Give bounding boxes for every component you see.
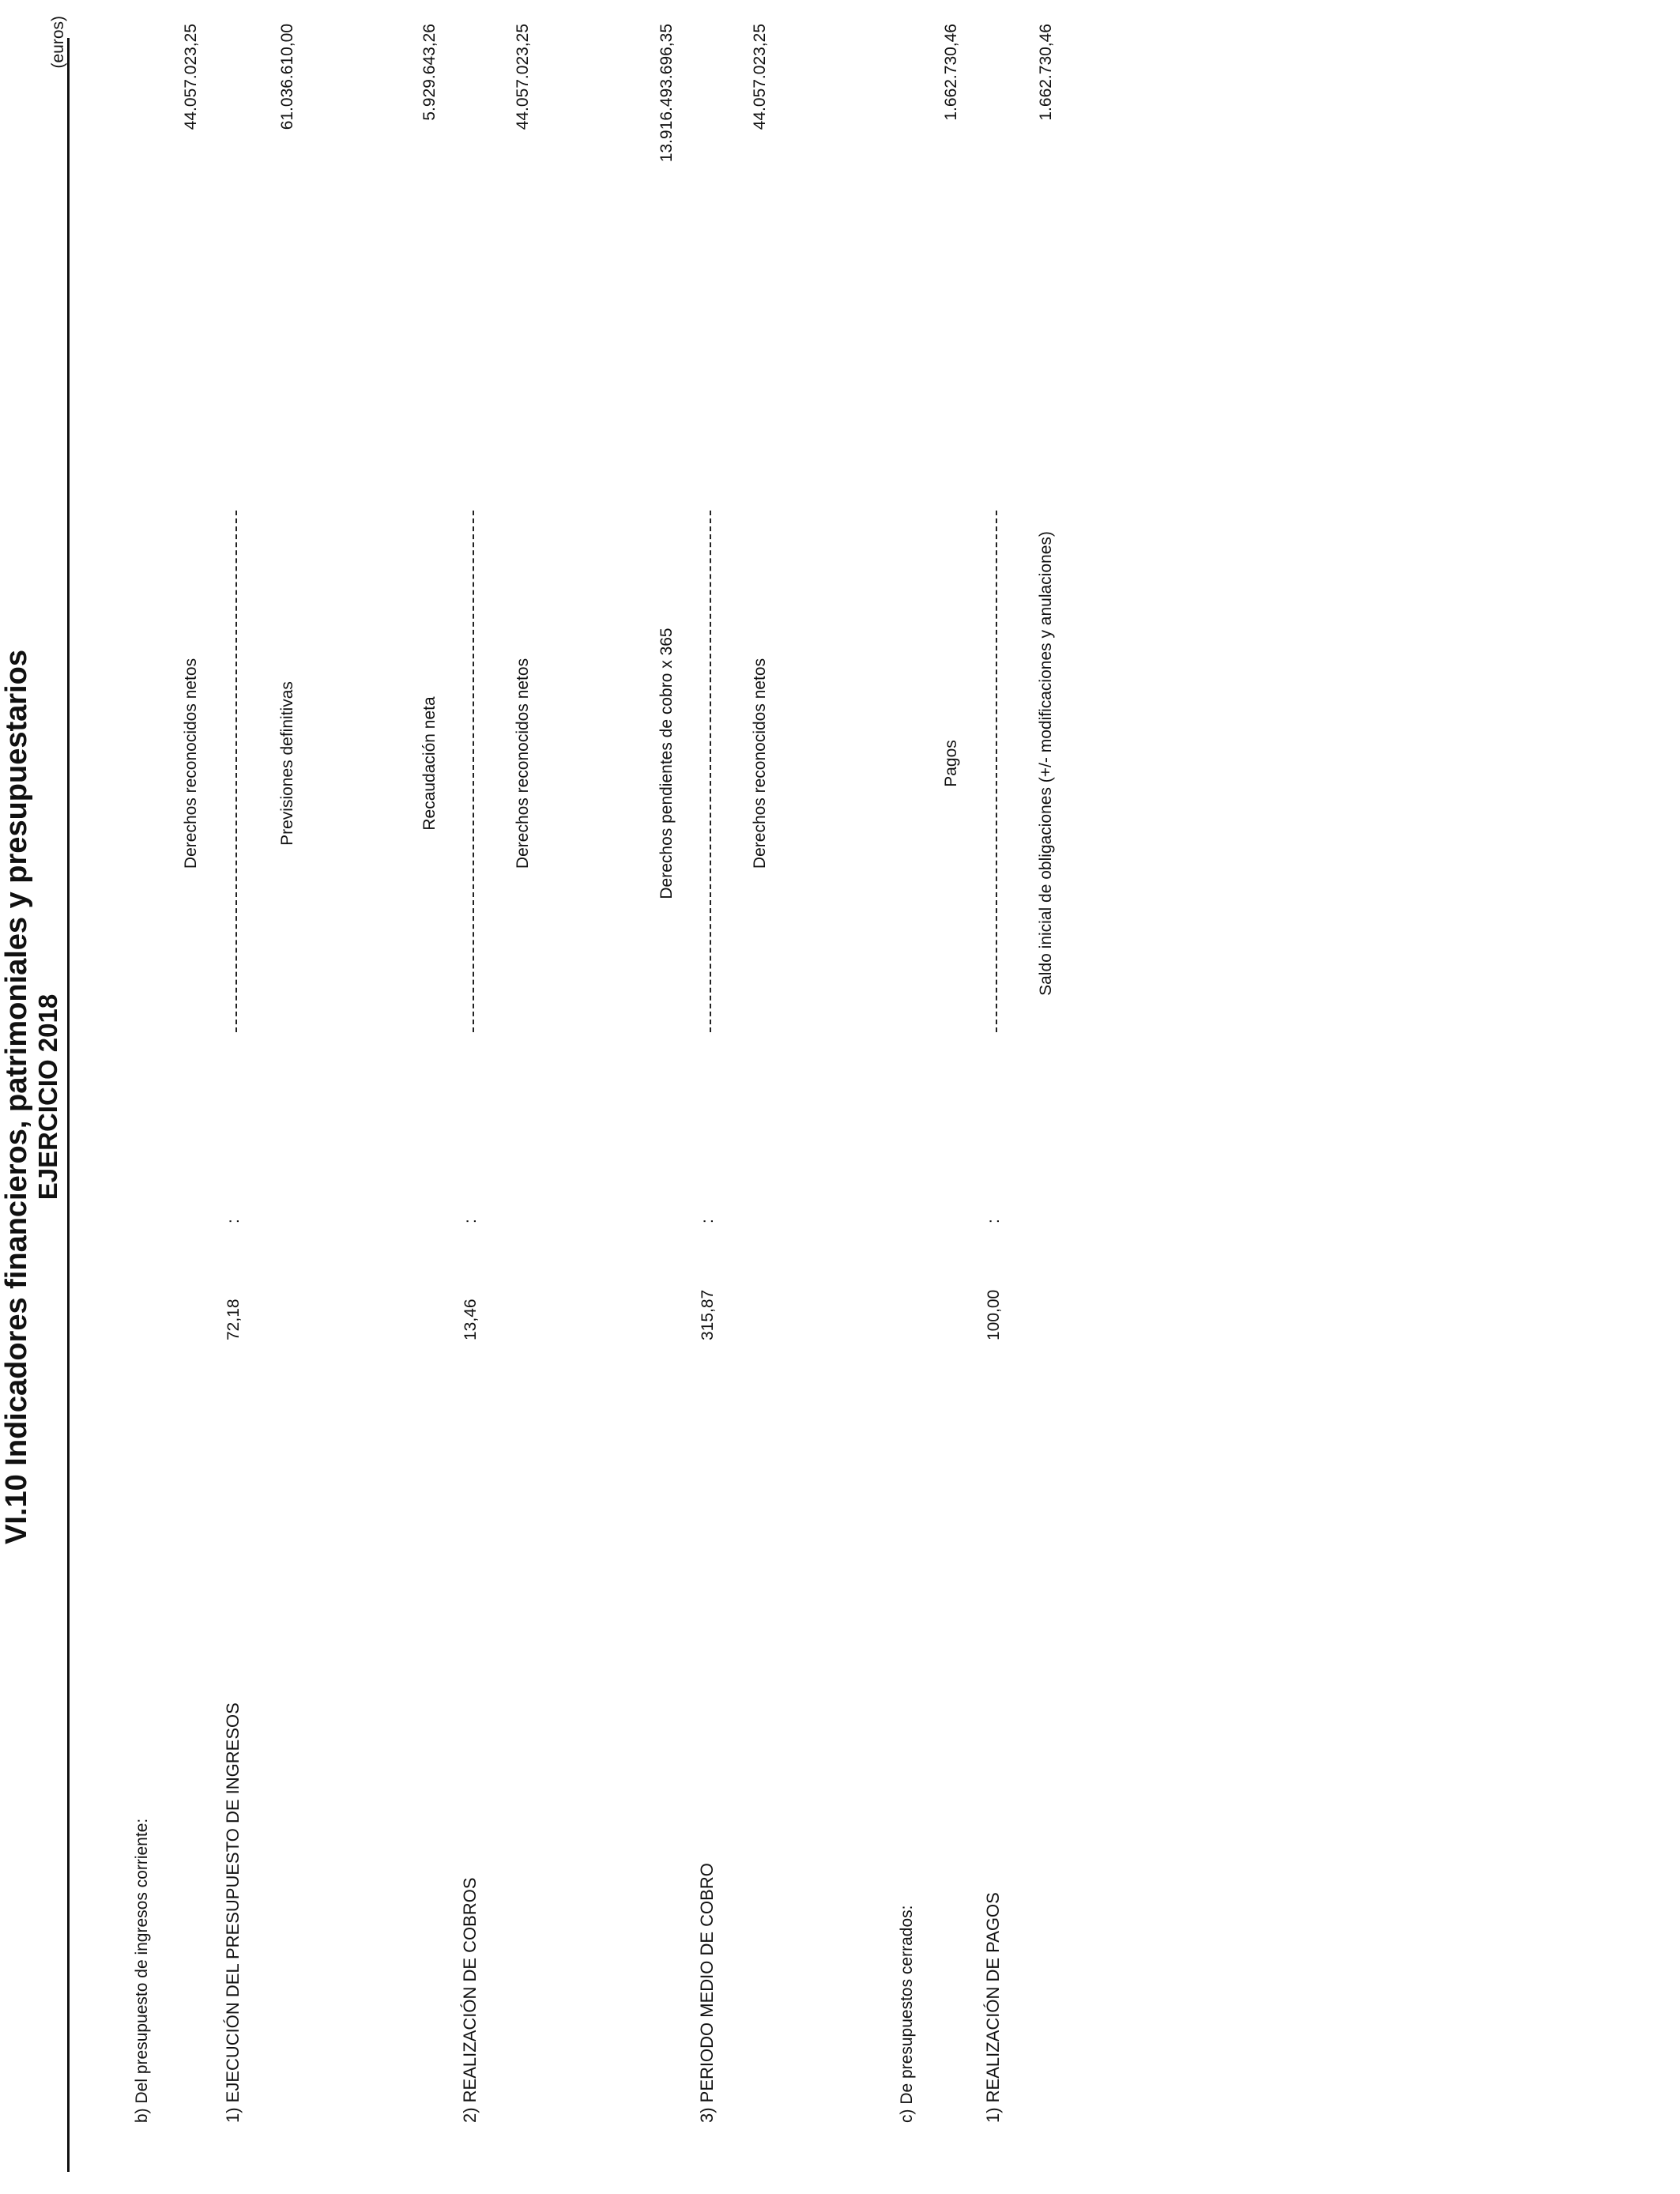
indicator-label: 2) REALIZACIÓN DE COBROS: [460, 1877, 480, 2123]
report-title: VI.10 Indicadores financieros, patrimoniales y presupuestarios: [0, 650, 33, 1544]
denominator-label: Saldo inicial de obligaciones (+/- modificaciones y anulaciones): [1037, 531, 1055, 996]
numerator-label: Pagos: [942, 740, 960, 787]
colon-separator: :: [699, 1219, 717, 1223]
header-rule: [67, 38, 70, 2172]
numerator-amount: 1.662.730,46: [942, 24, 960, 121]
numerator-amount: 44.057.023,25: [182, 24, 200, 130]
numerator-amount: 13.916.493.696,35: [657, 24, 676, 163]
indicator-value: 100,00: [985, 1289, 1003, 1340]
numerator-label: Derechos reconocidos netos: [182, 658, 200, 869]
indicator-value: 315,87: [699, 1289, 717, 1340]
colon-separator: :: [985, 1219, 1003, 1223]
denominator-label: Derechos reconocidos netos: [751, 658, 769, 869]
units-label: (euros): [49, 16, 67, 69]
numerator-amount: 5.929.643,26: [420, 24, 439, 121]
denominator-label: Derechos reconocidos netos: [514, 658, 532, 869]
report-subtitle: EJERCICIO 2018: [33, 993, 62, 1201]
numerator-label: Derechos pendientes de cobro x 365: [657, 628, 676, 899]
section-b-heading: b) Del presupuesto de ingresos corriente:: [133, 1818, 151, 2123]
section-c-heading: c) De presupuestos cerrados:: [898, 1905, 916, 2123]
denominator-amount: 44.057.023,25: [751, 24, 769, 130]
indicator-label: 1) EJECUCIÓN DEL PRESUPUESTO DE INGRESOS: [223, 1702, 243, 2123]
indicator-label: 1) REALIZACIÓN DE PAGOS: [983, 1892, 1003, 2123]
denominator-label: Previsiones definitivas: [278, 681, 296, 846]
fraction-line: [996, 511, 997, 1032]
fraction-line: [710, 511, 711, 1032]
colon-separator: :: [224, 1219, 243, 1223]
numerator-label: Recaudación neta: [420, 696, 439, 831]
indicator-value: 72,18: [224, 1299, 243, 1340]
fraction-line: [473, 511, 474, 1032]
colon-separator: :: [461, 1219, 480, 1223]
indicator-label: 3) PERIODO MEDIO DE COBRO: [697, 1863, 717, 2123]
denominator-amount: 61.036.610,00: [278, 24, 296, 130]
fraction-line: [235, 511, 237, 1032]
indicator-value: 13,46: [461, 1299, 480, 1340]
denominator-amount: 1.662.730,46: [1037, 24, 1055, 121]
denominator-amount: 44.057.023,25: [514, 24, 532, 130]
